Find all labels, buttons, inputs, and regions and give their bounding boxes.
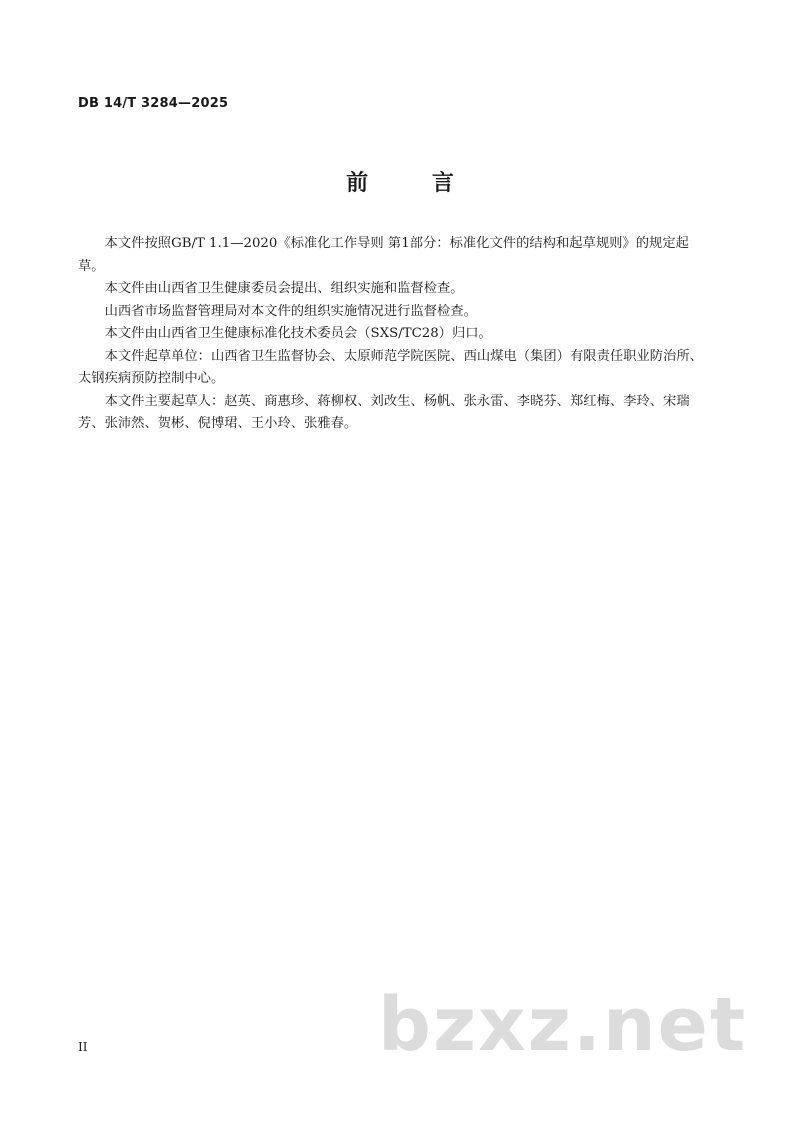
paragraph-drafters: 本文件主要起草人：赵英、商惠珍、蒋柳权、刘改生、杨帆、张永雷、李晓芬、郑红梅、李玲、宋瑞芳、张沛然、贺彬、倪博珺、王小玲、张雅春。 (78, 393, 690, 431)
paragraph-drafting-rules: 本文件按照GB/T 1.1—2020《标准化工作导则 第1部分：标准化文件的结构和起草规则》的规定起草。 (78, 236, 689, 274)
paragraph-drafting-units: 本文件起草单位：山西省卫生监督协会、太原师范学院医院、西山煤电（集团）有限责任职业防治所、太钢疾病预防控制中心。 (78, 348, 703, 386)
foreword-body (78, 233, 710, 436)
document-code: DB 14/T 3284—2025 (78, 96, 229, 111)
paragraph-proposer: 本文件由山西省卫生健康委员会提出、组织实施和监督检查。 (104, 281, 464, 296)
paragraph-supervision: 山西省市场监督管理局对本文件的组织实施情况进行监督检查。 (104, 303, 477, 319)
watermark: bzxz.net (378, 982, 748, 1068)
page-title: 前 言 (346, 171, 482, 196)
paragraph-committee: 本文件由山西省卫生健康标准化技术委员会（SXS/TC28）归口。 (104, 326, 492, 341)
page-number: II (78, 1040, 88, 1054)
